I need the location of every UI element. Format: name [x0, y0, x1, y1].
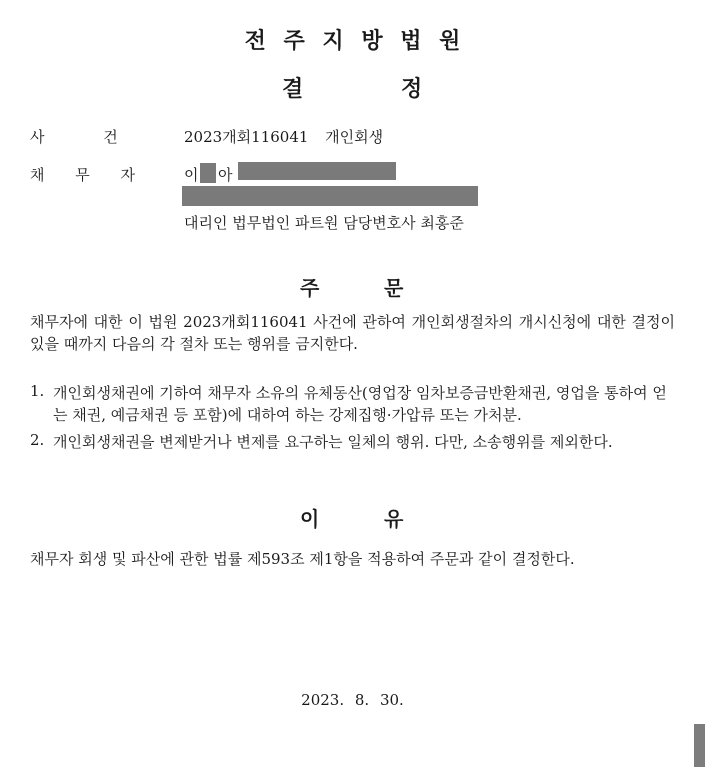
reason-text: 채무자 회생 및 파산에 관한 법률 제593조 제1항을 적용하여 주문과 같이 결정한다.	[30, 550, 575, 568]
doc-type-left: 결	[282, 77, 304, 102]
redaction-resident-number	[238, 162, 396, 180]
reason-heading-left: 이	[300, 507, 320, 531]
doc-type-right: 정	[401, 77, 423, 102]
order-heading-right: 문	[384, 276, 404, 300]
order-item-text: 개인회생채권을 변제받거나 변제를 요구하는 일체의 행위. 다만, 소송행위를 제외한다.	[53, 433, 613, 451]
debtor-name-suffix: 아	[218, 166, 233, 184]
case-value: 2023개회116041 개인회생	[184, 128, 384, 146]
redaction-address	[182, 186, 478, 206]
order-item-number: 2.	[30, 431, 45, 449]
scrollbar-thumb[interactable]	[694, 724, 705, 767]
case-label: 사 건	[30, 128, 118, 146]
order-intro: 채무자에 대한 이 법원 2023개회116041 사건에 관하여 개인회생절차의 개시신청에 대한 결정이 있을 때까지 다음의 각 절차 또는 행위를 금지한다.	[30, 313, 675, 353]
order-item-number: 1.	[30, 382, 45, 400]
order-item-text: 개인회생채권에 기하여 채무자 소유의 유체동산(영업장 임차보증금반환채권, 영업을 통하여 얻는 채권, 예금채권 등 포함)에 대하여 하는 강제집행·가압류 또는 가처분.	[53, 384, 667, 424]
court-name: 전 주 지 방 법 원	[244, 29, 461, 54]
debtor-name-prefix: 이	[184, 166, 199, 184]
debtor-agent: 대리인 법무법인 파트원 담당변호사 최홍준	[184, 214, 464, 232]
redaction-name	[200, 163, 216, 183]
order-heading-left: 주	[300, 276, 320, 300]
reason-heading-right: 유	[384, 507, 404, 531]
debtor-label: 채 무 자	[30, 166, 136, 184]
decision-date: 2023. 8. 30.	[301, 691, 404, 709]
